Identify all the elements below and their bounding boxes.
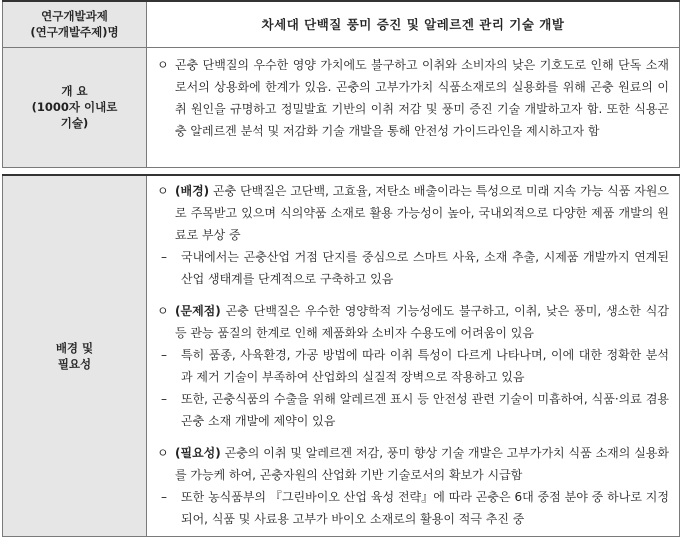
bullet-circle-icon: ㅇ bbox=[157, 445, 169, 460]
background-paragraph bbox=[153, 300, 669, 344]
sub-point bbox=[153, 344, 669, 388]
background-item bbox=[153, 180, 669, 290]
paragraph-heading: (필요성) bbox=[175, 445, 221, 460]
sub-point bbox=[153, 388, 669, 432]
paragraph-heading: (배경) bbox=[175, 183, 210, 198]
background-label: 배경 및 필요성 bbox=[55, 340, 94, 371]
background-row bbox=[3, 175, 680, 537]
sub-point bbox=[153, 486, 669, 530]
title-cell bbox=[147, 1, 680, 47]
background-item bbox=[153, 442, 669, 530]
background-item bbox=[153, 300, 669, 432]
bullet-circle-icon: ㅇ bbox=[157, 183, 169, 198]
title-row bbox=[3, 1, 680, 47]
overview-label-cell bbox=[3, 47, 147, 167]
background-paragraph bbox=[153, 180, 669, 246]
background-label-cell bbox=[3, 175, 147, 537]
dash-icon: – bbox=[161, 489, 167, 504]
overview-cell bbox=[147, 47, 680, 167]
sub-point bbox=[153, 246, 669, 290]
paragraph-text: 곤충 단백질은 우수한 영양학적 기능성에도 불구하고, 이취, 낮은 풍미, 생소한 식감 등 관능 품질의 한계로 인해 제품화와 소비자 수용도에 어려움이 있음 bbox=[175, 303, 669, 340]
overview-label: 개 요 (1000자 이내로 기술) bbox=[31, 84, 118, 130]
background-cell bbox=[147, 175, 680, 537]
project-title: 차세대 단백질 풍미 증진 및 알레르겐 관리 기술 개발 bbox=[261, 17, 565, 33]
bullet-circle-icon: ㅇ bbox=[157, 303, 169, 318]
paragraph-text: 곤충의 이취 및 알레르겐 저감, 풍미 향상 기술 개발은 고부가가치 식품 소재의 실용화를 가능케 하여, 곤충자원의 산업화 기반 기술로서의 확보가 시급함 bbox=[175, 445, 669, 482]
title-label: 연구개발과제 (연구개발주제)명 bbox=[30, 9, 119, 40]
background-items bbox=[153, 180, 669, 530]
spacer-row bbox=[3, 167, 680, 175]
dash-icon: – bbox=[161, 249, 167, 264]
overview-paragraph bbox=[153, 54, 669, 142]
sub-point-text: 국내에서는 곤충산업 거점 단지를 중심으로 스마트 사육, 소재 추출, 시제품 개발까지 연계된 산업 생태계를 단계적으로 구축하고 있음 bbox=[181, 249, 669, 286]
overview-text: 곤충 단백질의 우수한 영양 가치에도 불구하고 이취와 소비자의 낮은 기호도로 인해 단독 소재로서의 상용화에 한계가 있음. 곤충의 고부가가치 식품소재로의 실용화를 위해 곤충 원료의 이취 원인을 규명하고 정밀발효 기반의 이취 저감 및 풍미 증진 기술 개발하고자 함. 또한 식용곤충 알레르겐 분석 및 저감화 기술 개발을 통해 안전성 가이드라인을 제시하고자 함 bbox=[175, 57, 669, 138]
project-table bbox=[2, 0, 680, 537]
bullet-circle-icon: ㅇ bbox=[157, 57, 169, 72]
paragraph-text: 곤충 단백질은 고단백, 고효율, 저탄소 배출이라는 특성으로 미래 지속 가능 식품 자원으로 주목받고 있으며 식의약품 소재로 활용 가능성이 높아, 국내외적으로 다양한 제품 개발의 원료로 부상 중 bbox=[175, 183, 669, 242]
sub-point-text: 또한, 곤충식품의 수출을 위해 알레르겐 표시 등 안전성 관련 기술이 미흡하여, 식품·의료 겸용 곤충 소재 개발에 제약이 있음 bbox=[181, 391, 669, 428]
sub-point-text: 또한 농식품부의 『그린바이오 산업 육성 전략』에 따라 곤충은 6대 중점 분야 중 하나로 지정되어, 식품 및 사료용 고부가 바이오 소재로의 활용이 적극 추진 중 bbox=[181, 489, 669, 526]
title-label-cell bbox=[3, 1, 147, 47]
paragraph-heading: (문제점) bbox=[175, 303, 221, 318]
overview-row bbox=[3, 47, 680, 167]
background-paragraph bbox=[153, 442, 669, 486]
dash-icon: – bbox=[161, 391, 167, 406]
sub-point-text: 특히 품종, 사육환경, 가공 방법에 따라 이취 특성이 다르게 나타나며, 이에 대한 정확한 분석과 제거 기술이 부족하여 산업화의 실질적 장벽으로 작용하고 있음 bbox=[181, 347, 669, 384]
dash-icon: – bbox=[161, 347, 167, 362]
